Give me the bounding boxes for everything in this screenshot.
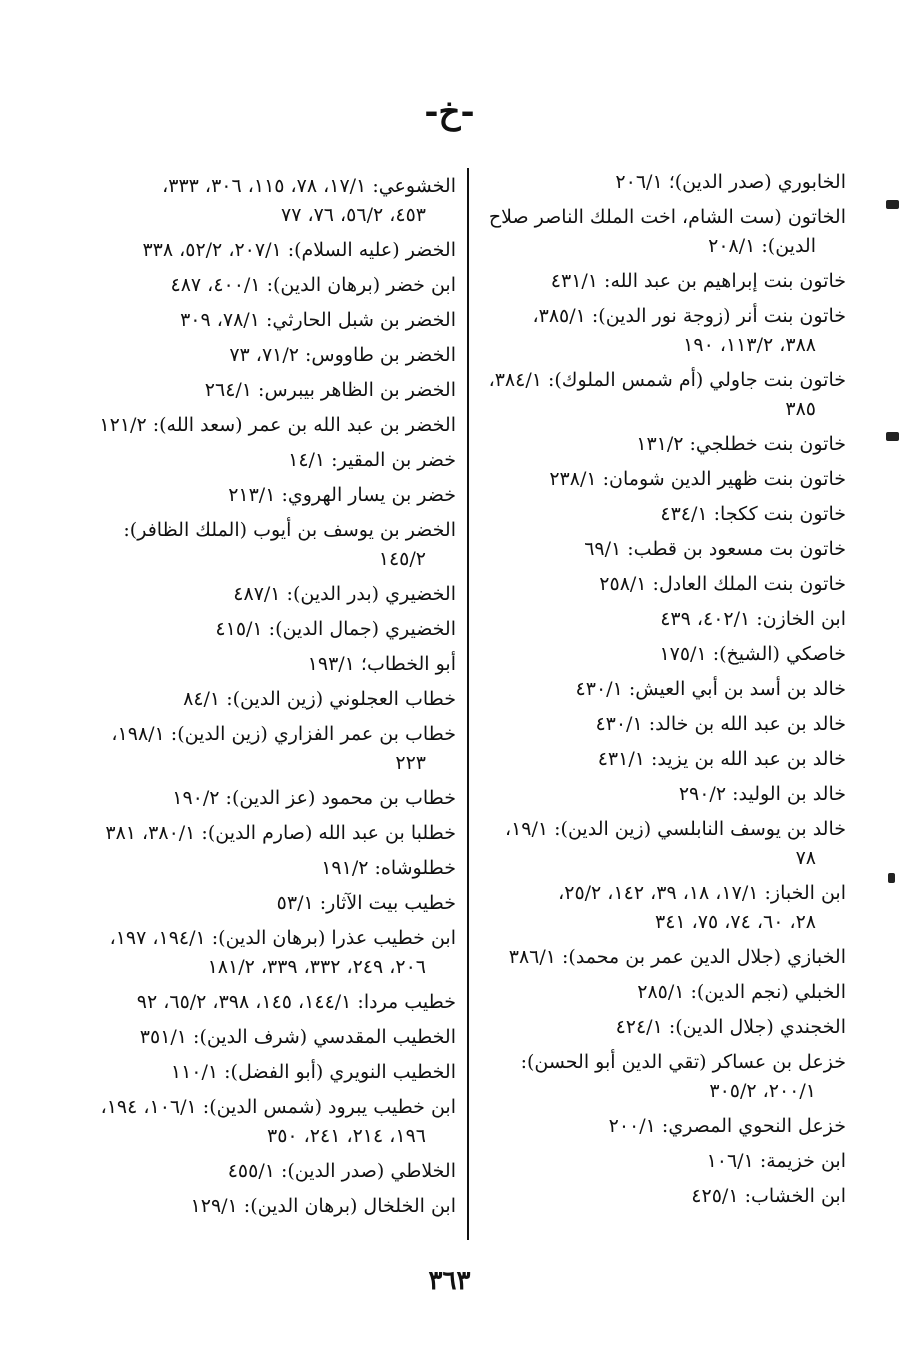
index-entry-text: الخطيب النويري (أبو الفضل): ١١٠/١	[170, 1061, 456, 1083]
index-entry	[88, 1058, 456, 1087]
index-entry-text: خزعل بن عساكر (تقي الدين أبو الحسن):	[520, 1051, 846, 1073]
index-entry-continuation: ٢٠٠/١، ٣٠٥/٢	[709, 1080, 816, 1102]
index-entry-text: ابن الخشاب: ٤٢٥/١	[691, 1185, 846, 1207]
index-entry	[478, 1182, 846, 1211]
index-entry-text: الخشوعي: ١٧/١، ٧٨، ١١٥، ٣٠٦، ٣٣٣،	[162, 175, 456, 197]
index-entry-text: الخضر بن شبل الحارثي: ٧٨/١، ٣٠٩	[180, 309, 456, 331]
index-entry-text: خاتون بنت جاولي (أم شمس الملوك): ٣٨٤/١،	[488, 369, 846, 391]
index-entry	[88, 446, 456, 475]
index-entry	[478, 675, 846, 704]
index-entry	[88, 172, 456, 230]
index-entry-text: ابن خزيمة: ١٠٦/١	[706, 1150, 846, 1172]
column-divider	[467, 168, 469, 1240]
index-entry	[478, 302, 846, 360]
index-entry	[88, 615, 456, 644]
index-entry-text: ابن خطيب يبرود (شمس الدين): ١٠٦/١، ١٩٤،	[100, 1096, 456, 1118]
index-entry	[88, 1157, 456, 1186]
index-entry	[88, 889, 456, 918]
index-entry	[478, 943, 846, 972]
index-entry-continuation: ١٤٥/٢	[378, 548, 426, 570]
index-entry	[478, 780, 846, 809]
index-entry-text: خاتون بت مسعود بن قطب: ٦٩/١	[584, 538, 846, 560]
index-entry-text: خاتون بنت ككجا: ٤٣٤/١	[660, 503, 846, 525]
index-entry-text: الخضر (عليه السلام): ٢٠٧/١، ٥٢/٢، ٣٣٨	[142, 239, 456, 261]
index-entry-text: الخجندي (جلال الدين): ٤٢٤/١	[615, 1016, 846, 1038]
index-entry-text: خالد بن أسد بن أبي العيش: ٤٣٠/١	[575, 678, 846, 700]
index-entry	[478, 267, 846, 296]
index-entry-text: الخبازي (جلال الدين عمر بن محمد): ٣٨٦/١	[508, 946, 846, 968]
index-entry	[478, 640, 846, 669]
index-entry-continuation: ٧٨	[795, 847, 816, 869]
index-entry-text: ابن الخازن: ٤٠٢/١، ٤٣٩	[660, 608, 846, 630]
index-entry	[478, 745, 846, 774]
index-entry-text: الخابوري (صدر الدين)؛ ٢٠٦/١	[615, 171, 846, 193]
index-entry	[478, 879, 846, 937]
index-entry-text: خطيب بيت الآثار: ٥٣/١	[276, 892, 456, 914]
index-entry	[478, 605, 846, 634]
index-entry	[478, 465, 846, 494]
index-entry	[478, 1112, 846, 1141]
index-entry-text: الخضيري (جمال الدين): ٤١٥/١	[215, 618, 456, 640]
index-entry	[88, 481, 456, 510]
index-entry	[88, 411, 456, 440]
index-entry-text: الخضيري (بدر الدين): ٤٨٧/١	[233, 583, 456, 605]
index-entry	[88, 1192, 456, 1221]
index-entry	[88, 685, 456, 714]
index-entry-continuation: ٢٠٦، ٢٤٩، ٣٣٢، ٣٣٩، ١٨١/٢	[207, 956, 426, 978]
index-entry	[88, 1093, 456, 1151]
index-entry-text: خاتون بنت إبراهيم بن عبد الله: ٤٣١/١	[550, 270, 846, 292]
index-entry	[478, 1013, 846, 1042]
index-entry	[478, 500, 846, 529]
index-entry	[478, 203, 846, 261]
index-entry-text: خالد بن عبد الله بن يزيد: ٤٣١/١	[597, 748, 846, 770]
margin-mark	[886, 432, 899, 441]
margin-mark	[886, 200, 899, 209]
index-entry	[478, 168, 846, 197]
index-entry	[88, 580, 456, 609]
index-entry-text: ابن الخلخال (برهان الدين): ١٢٩/١	[190, 1195, 456, 1217]
index-entry-text: خطاب بن محمود (عز الدين): ١٩٠/٢	[172, 787, 456, 809]
margin-mark	[888, 873, 895, 883]
index-entry-text: خالد بن عبد الله بن خالد: ٤٣٠/١	[595, 713, 846, 735]
index-entry	[88, 306, 456, 335]
index-entry	[88, 924, 456, 982]
index-entry	[88, 1023, 456, 1052]
index-entry-text: الخاتون (ست الشام، اخت الملك الناصر صلاح	[488, 206, 846, 228]
index-entry-text: خزعل النحوي المصري: ٢٠٠/١	[608, 1115, 846, 1137]
index-entry	[88, 854, 456, 883]
index-entry	[88, 341, 456, 370]
page-number: ٣٦٣	[428, 1266, 471, 1296]
index-entry	[88, 650, 456, 679]
index-entry-text: الخطيب المقدسي (شرف الدين): ٣٥١/١	[139, 1026, 456, 1048]
index-entry-text: خطلبا بن عبد الله (صارم الدين): ٣٨٠/١، ٣٨١	[105, 822, 456, 844]
index-entry-continuation: ١٩٦، ٢١٤، ٢٤١، ٣٥٠	[266, 1125, 426, 1147]
index-entry-text: خضر بن المقير: ١٤/١	[288, 449, 456, 471]
index-entry-text: خطاب العجلوني (زين الدين): ٨٤/١	[183, 688, 456, 710]
index-entry-text: ابن خطيب عذرا (برهان الدين): ١٩٤/١، ١٩٧،	[109, 927, 456, 949]
index-entry	[88, 720, 456, 778]
index-entry-text: خاتون بنت ظهير الدين شومان: ٢٣٨/١	[549, 468, 846, 490]
index-entry	[88, 988, 456, 1017]
index-entry	[88, 516, 456, 574]
index-entry	[478, 366, 846, 424]
index-entry-continuation: ٣٨٨، ١١٣/٢، ١٩٠	[683, 334, 816, 356]
index-entry	[478, 570, 846, 599]
index-entry	[88, 819, 456, 848]
index-entry-text: ابن الخباز: ١٧/١، ١٨، ٣٩، ١٤٢، ٢٥/٢،	[558, 882, 846, 904]
index-entry-text: الخضر بن طاووس: ٧١/٢، ٧٣	[229, 344, 456, 366]
index-entry-continuation: ٣٨٥	[785, 398, 816, 420]
section-letter-heading: -خ-	[424, 92, 475, 132]
index-entry	[88, 376, 456, 405]
index-column-right	[478, 168, 846, 1217]
index-entry	[478, 815, 846, 873]
index-entry	[478, 1048, 846, 1106]
index-entry-text: الخلاطي (صدر الدين): ٤٥٥/١	[227, 1160, 456, 1182]
index-entry	[88, 784, 456, 813]
index-entry-text: الخبلي (نجم الدين): ٢٨٥/١	[637, 981, 846, 1003]
index-column-left	[88, 172, 456, 1227]
index-entry-text: خطاب بن عمر الفزاري (زين الدين): ١٩٨/١،	[111, 723, 456, 745]
index-entry-text: ابن خضر (برهان الدين): ٤٠٠/١، ٤٨٧	[170, 274, 456, 296]
index-entry-text: خطيب مردا: ١٤٤/١، ١٤٥، ٣٩٨، ٦٥/٢، ٩٢	[136, 991, 456, 1013]
index-entry	[478, 978, 846, 1007]
index-entry-text: الخضر بن يوسف بن أيوب (الملك الظافر):	[123, 519, 456, 541]
index-entry-continuation: الدين): ٢٠٨/١	[708, 235, 816, 257]
index-entry-text: خاتون بنت الملك العادل: ٢٥٨/١	[599, 573, 846, 595]
index-entry-text: خطلوشاه: ١٩١/٢	[321, 857, 456, 879]
index-entry-continuation: ٢٢٣	[395, 752, 426, 774]
index-entry-continuation: ٤٥٣، ٥٦/٢، ٧٦، ٧٧	[280, 204, 426, 226]
index-entry	[88, 271, 456, 300]
index-entry-text: خاتون بنت أنر (زوجة نور الدين): ٣٨٥/١،	[532, 305, 846, 327]
index-entry-text: أبو الخطاب؛ ١٩٣/١	[307, 653, 456, 675]
index-entry	[478, 1147, 846, 1176]
index-entry-text: خاصكي (الشيخ): ١٧٥/١	[659, 643, 846, 665]
index-entry	[478, 535, 846, 564]
index-entry-continuation: ٢٨، ٦٠، ٧٤، ٧٥، ٣٤١	[655, 911, 816, 933]
index-entry	[478, 710, 846, 739]
index-entry-text: خالد بن الوليد: ٢٩٠/٢	[678, 783, 846, 805]
index-entry-text: خاتون بنت خطلجي: ١٣١/٢	[636, 433, 846, 455]
index-entry	[478, 430, 846, 459]
index-entry-text: الخضر بن الظاهر بيبرس: ٢٦٤/١	[204, 379, 456, 401]
index-entry	[88, 236, 456, 265]
index-entry-text: خضر بن يسار الهروي: ٢١٣/١	[228, 484, 456, 506]
index-entry-text: خالد بن يوسف النابلسي (زين الدين): ١٩/١،	[504, 818, 846, 840]
index-entry-text: الخضر بن عبد الله بن عمر (سعد الله): ١٢١/٢	[99, 414, 456, 436]
